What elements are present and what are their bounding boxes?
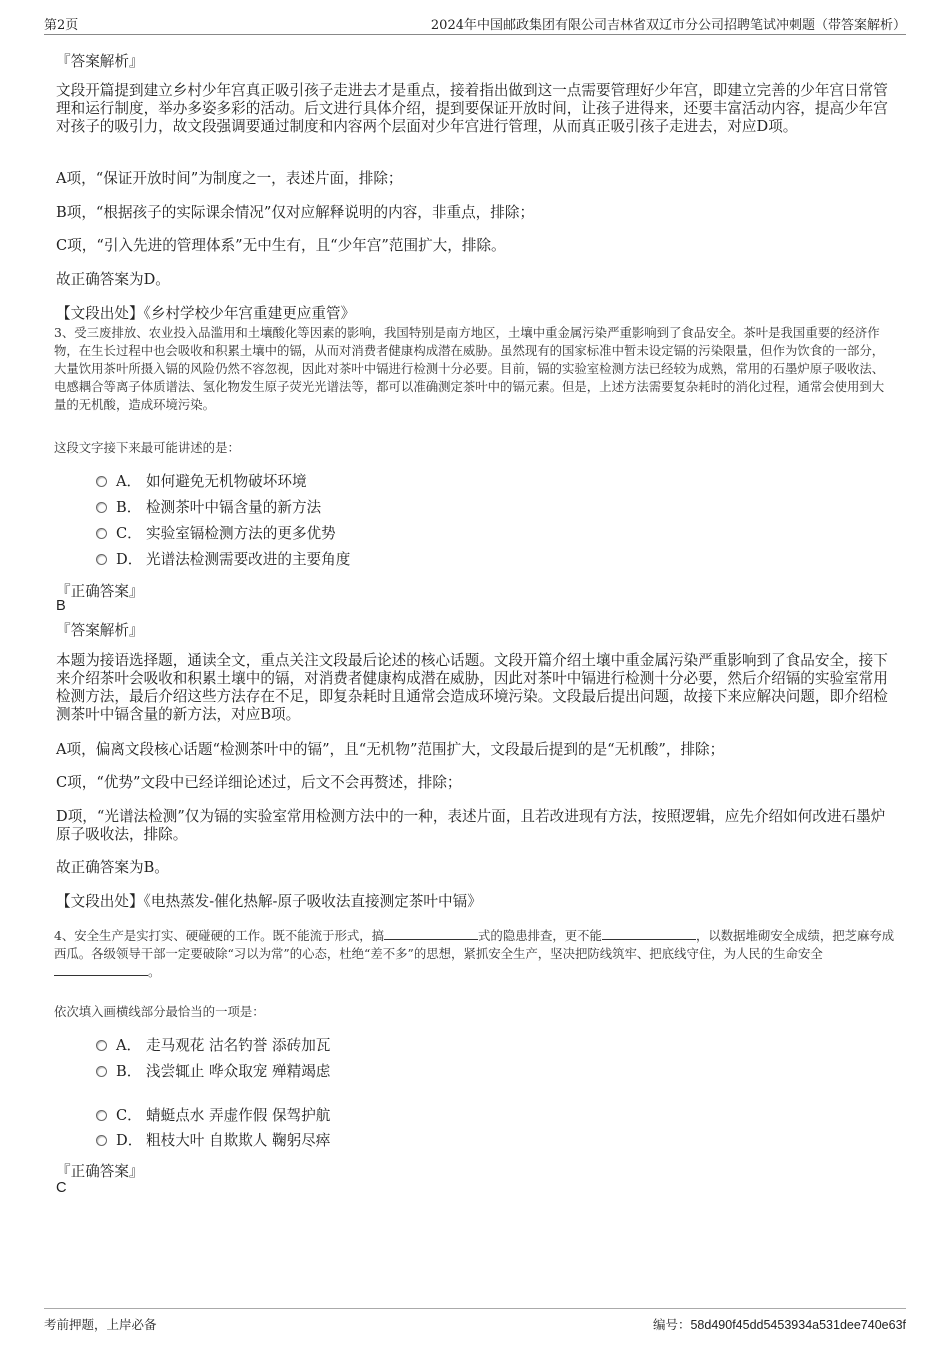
q2-source: 【文段出处】《乡村学校少年宫重建更应重管》 (56, 305, 356, 322)
q2-option-c-note: C项，“引入先进的管理体系”无中生有，且“少年宫”范围扩大，排除。 (56, 237, 506, 254)
q3-analysis-text: 本题为接语选择题，通读全文，重点关注文段最后论述的核心话题。文段开篇介绍土壤中重金属污染严重影响到了食品安全，接下来介绍茶叶会吸收和积累土壤中的镉，对消费者健康构成潜在威胁，因此对茶叶中镉进行检测十分必要，然后介绍镉的实验室常用检测方法，最后介绍这些方法存在不足，即复杂耗时且通常会造成环境污染。文段最后提出问题，故接下来应解决问题，即介绍检测茶叶中镉含量的新方法，对应B项。 (56, 652, 888, 723)
q4-option-c[interactable]: C． 蜻蜓点水 弄虚作假 保驾护航 (96, 1106, 330, 1126)
q4-answer: C (56, 1180, 67, 1196)
q4-prompt: 依次填入画横线部分最恰当的一项是： (54, 1004, 265, 1019)
q4-blank-1 (384, 927, 478, 940)
q2-conclusion: 故正确答案为D。 (56, 271, 170, 288)
q3-answer-label: 『正确答案』 (56, 583, 144, 600)
radio-icon[interactable] (96, 476, 107, 487)
document-title: 2024年中国邮政集团有限公司吉林省双辽市分公司招聘笔试冲刺题（带答案解析） (430, 18, 906, 33)
q3-option-a[interactable]: A． 如何避免无机物破坏环境 (96, 472, 307, 492)
q3-answer: B (56, 598, 66, 614)
q2-option-b-note: B项，“根据孩子的实际课余情况”仅对应解释说明的内容，非重点，排除； (56, 204, 535, 221)
q3-analysis-label: 『答案解析』 (56, 622, 144, 639)
page-header (44, 12, 906, 35)
q4-option-a[interactable]: A． 走马观花 沽名钓誉 添砖加瓦 (96, 1036, 330, 1056)
radio-icon[interactable] (96, 1066, 107, 1077)
q2-analysis-text: 文段开篇提到建立乡村少年宫真正吸引孩子走进去才是重点，接着指出做到这一点需要管理好少年宫，即建立完善的少年宫日常管理和运行制度，举办多姿多彩的活动。后文进行具体介绍，提到要保证开放时间，让孩子进得来，还要丰富活动内容，提高少年宫对孩子的吸引力，故文段强调要通过制度和内容两个层面对少年宫进行管理，从而真正吸引孩子走进去，对应D项。 (56, 82, 888, 135)
radio-icon[interactable] (96, 502, 107, 513)
q3-prompt: 这段文字接下来最可能讲述的是： (54, 440, 240, 455)
q3-option-c-note: C项，“优势”文段中已经详细论述过，后文不会再赘述，排除； (56, 774, 462, 791)
page-footer (44, 1308, 906, 1333)
q3-stem: 3、受三废排放、农业投入品滥用和土壤酸化等因素的影响，我国特别是南方地区，土壤中重金属污染严重影响到了食品安全。茶叶是我国重要的经济作物，在生长过程中也会吸收和积累土壤中的镉，从而对消费者健康构成潜在威胁。虽然现有的国家标准中暂未设定镉的污染限量，但作为饮食的一部分，大量饮用茶叶所摄入镉的风险仍然不容忽视，因此对茶叶中镉进行检测十分必要。目前，镉的实验室检测方法已经较为成熟，常用的石墨炉原子吸收法、电感耦合等离子体质谱法、氢化物发生原子荧光光谱法等，都可以准确测定茶叶中的镉元素。但是，上述方法需要复杂耗时的消化过程，通常会使用到大量的无机酸，造成环境污染。 (54, 325, 885, 412)
q3-option-a-note: A项，偏离文段核心话题“检测茶叶中的镉”，且“无机物”范围扩大，文段最后提到的是“无机酸”，排除； (56, 741, 725, 758)
q2-option-a-note: A项，“保证开放时间”为制度之一，表述片面，排除； (56, 170, 403, 187)
q4-option-d[interactable]: D． 粗枝大叶 自欺欺人 鞠躬尽瘁 (96, 1131, 330, 1151)
radio-icon[interactable] (96, 528, 107, 539)
q3-source: 【文段出处】《电热蒸发-催化热解-原子吸收法直接测定茶叶中镉》 (56, 893, 482, 910)
radio-icon[interactable] (96, 1110, 107, 1121)
radio-icon[interactable] (96, 1040, 107, 1051)
q3-option-b[interactable]: B． 检测茶叶中镉含量的新方法 (96, 498, 321, 518)
q4-option-b[interactable]: B． 浅尝辄止 哗众取宠 殚精竭虑 (96, 1062, 330, 1082)
q3-conclusion: 故正确答案为B。 (56, 859, 169, 876)
page-number: 第2页 (44, 18, 79, 33)
footer-slogan: 考前押题，上岸必备 (44, 1317, 157, 1332)
document-code: 编号：58d490f45dd5453934a531dee740e63f (652, 1318, 906, 1332)
q2-analysis-label: 『答案解析』 (56, 53, 144, 70)
q4-answer-label: 『正确答案』 (56, 1163, 144, 1180)
q4-blank-2 (602, 927, 696, 940)
q4-stem: 4、安全生产是实打实、硬碰硬的工作。既不能流于形式，搞 式的隐患排查，更不能 ，以数据堆砌安全成绩，把芝麻夸成西瓜。各级领导干部一定要破除“习以为常”的心态，杜绝“差不多”的思想，紧抓安全生产，坚决把防线筑牢、把底线守住，为人民的生命安全。 (54, 928, 895, 979)
radio-icon[interactable] (96, 554, 107, 565)
q4-blank-3 (54, 963, 148, 976)
q3-option-d[interactable]: D． 光谱法检测需要改进的主要角度 (96, 550, 350, 570)
q3-option-c[interactable]: C． 实验室镉检测方法的更多优势 (96, 524, 336, 544)
q3-option-d-note: D项，“光谱法检测”仅为镉的实验室常用检测方法中的一种，表述片面，且若改进现有方法，按照逻辑，应先介绍如何改进石墨炉原子吸收法，排除。 (56, 808, 886, 843)
radio-icon[interactable] (96, 1135, 107, 1146)
